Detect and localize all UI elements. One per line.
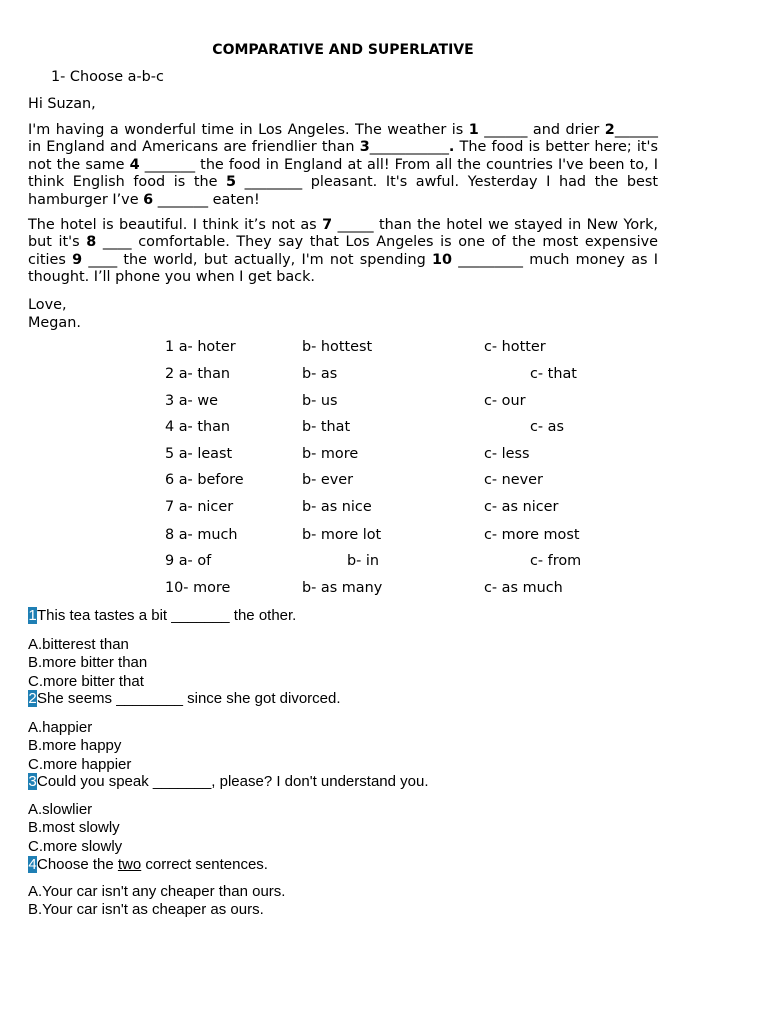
question-text: She seems ________ since she got divorced. xyxy=(37,690,341,707)
question-3-answers xyxy=(28,801,122,856)
option-1-b: b- hottest xyxy=(302,339,373,355)
option-5-a: 5 a- least xyxy=(165,446,233,462)
letter-greeting: Hi Suzan, xyxy=(28,96,96,112)
letter-paragraph-1: I'm having a wonderful time in Los Angeles. The weather is 1 ______ and drier 2______ in England and Americans are friendlier than 3___________. The food is better here; it's not the same 4 _______ the food in England at all! From all the countries I've been to, I think English food is the 5 ________ pleasant. It's awful. Yesterday I had the best hamburger I’ve 6 _______ eaten! xyxy=(28,122,658,208)
instruction: 1- Choose a-b-c xyxy=(51,69,164,85)
answer-option[interactable]: A.bitterest than xyxy=(28,636,129,653)
option-8-c: c- more most xyxy=(484,527,580,543)
page-title: COMPARATIVE AND SUPERLATIVE xyxy=(212,42,474,58)
option-7-a: 7 a- nicer xyxy=(165,499,234,515)
option-2-a: 2 a- than xyxy=(165,366,231,382)
option-3-b: b- us xyxy=(302,393,338,409)
question-1 xyxy=(28,607,296,624)
option-5-c: c- less xyxy=(484,446,530,462)
option-6-c: c- never xyxy=(484,472,543,488)
option-6-b: b- ever xyxy=(302,472,354,488)
option-9-c: c- from xyxy=(530,553,582,569)
answer-option[interactable]: A.happier xyxy=(28,719,93,736)
question-text: Could you speak _______, please? I don't understand you. xyxy=(37,773,429,790)
option-1-c: c- hotter xyxy=(484,339,546,355)
question-2 xyxy=(28,690,341,707)
option-6-a: 6 a- before xyxy=(165,472,244,488)
letter-signoff xyxy=(28,296,81,332)
option-10-b: b- as many xyxy=(302,580,383,596)
option-3-a: 3 a- we xyxy=(165,393,218,409)
question-number: 1 xyxy=(28,607,37,624)
option-10-c: c- as much xyxy=(484,580,563,596)
answer-option[interactable]: C.more bitter that xyxy=(28,672,144,690)
question-text-before: Choose the xyxy=(37,856,118,873)
letter-closing: Love, xyxy=(28,297,67,313)
letter-signature: Megan. xyxy=(28,315,81,331)
question-4-answers xyxy=(28,883,285,920)
question-text-after: correct sentences. xyxy=(141,856,268,873)
answer-option[interactable]: C.more slowly xyxy=(28,837,123,855)
option-3-c: c- our xyxy=(484,393,526,409)
answer-option[interactable]: B.more happy xyxy=(28,737,122,755)
option-4-a: 4 a- than xyxy=(165,419,231,435)
option-9-a: 9 a- of xyxy=(165,553,212,569)
answer-option[interactable]: A.slowlier xyxy=(28,801,93,818)
question-4 xyxy=(28,856,268,873)
answer-option[interactable]: C.more happier xyxy=(28,755,132,773)
question-number: 2 xyxy=(28,690,37,707)
letter-paragraph-2: The hotel is beautiful. I think it’s not as 7 _____ than the hotel we stayed in New York, but it's 8 ____ comfortable. They say that Los Angeles is one of the most expensive cities 9 ____ the world, but actually, I'm not spending 10 _________ much money as I thought. I’ll phone you when I get back. xyxy=(28,217,659,286)
question-3 xyxy=(28,773,429,790)
question-2-answers xyxy=(28,719,131,774)
option-7-b: b- as nice xyxy=(302,499,372,515)
option-5-b: b- more xyxy=(302,446,359,462)
option-4-c: c- as xyxy=(530,419,564,435)
option-8-b: b- more lot xyxy=(302,527,382,543)
option-10-a: 10- more xyxy=(165,580,231,596)
question-1-answers xyxy=(28,636,147,691)
question-text-underlined: two xyxy=(117,856,142,873)
question-number: 4 xyxy=(28,856,37,873)
option-2-b: b- as xyxy=(302,366,338,382)
question-number: 3 xyxy=(28,773,37,790)
option-8-a: 8 a- much xyxy=(165,527,238,543)
answer-option[interactable]: A.Your car isn't any cheaper than ours. xyxy=(28,883,286,900)
option-1-a: 1 a- hoter xyxy=(165,339,236,355)
option-4-b: b- that xyxy=(302,419,351,435)
question-text: This tea tastes a bit _______ the other. xyxy=(37,607,297,624)
option-2-c: c- that xyxy=(530,366,577,382)
answer-option[interactable]: B.more bitter than xyxy=(28,654,148,672)
answer-option[interactable]: B.most slowly xyxy=(28,819,120,837)
option-9-b: b- in xyxy=(347,553,380,569)
option-7-c: c- as nicer xyxy=(484,499,559,515)
answer-option[interactable]: B.Your car isn't as cheaper as ours. xyxy=(28,901,264,919)
